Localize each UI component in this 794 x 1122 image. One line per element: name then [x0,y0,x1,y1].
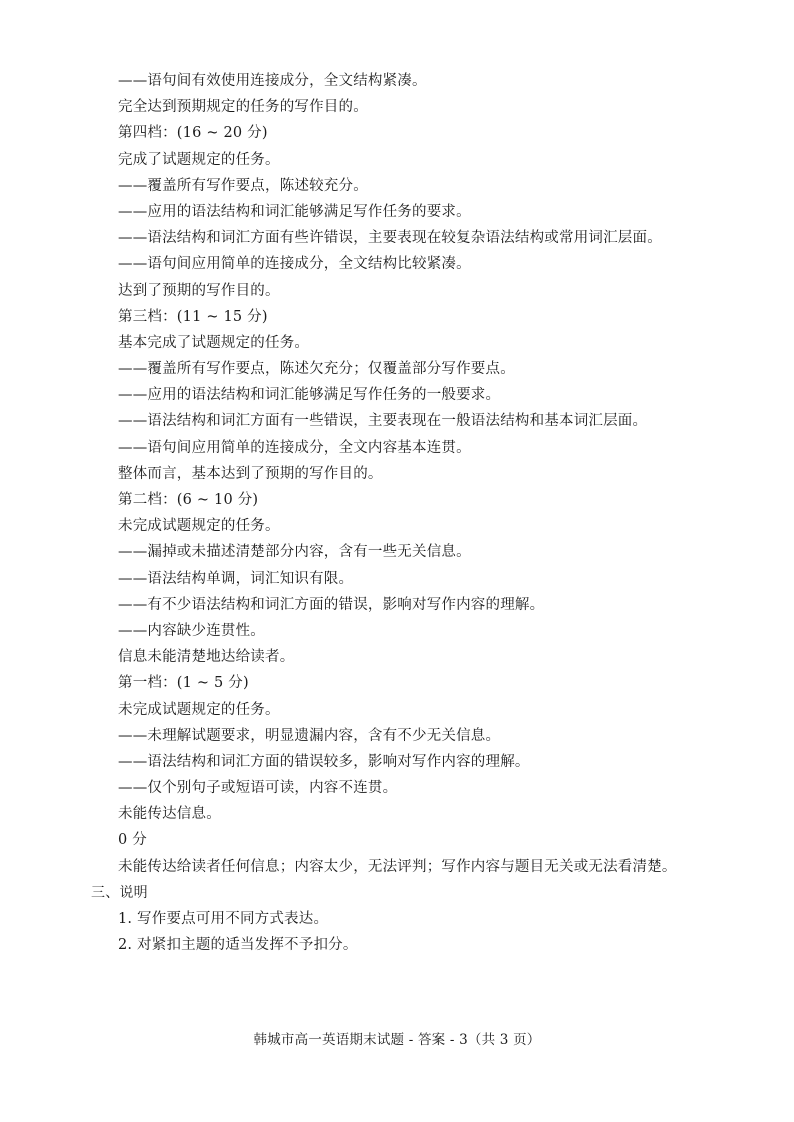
scoring-text-block [91,68,758,958]
note-item: 2. 对紧扣主题的适当发挥不予扣分。 [118,937,358,954]
text-line: ——语法结构单调，词汇知识有限。 [118,570,354,587]
text-line: ——有不少语法结构和词汇方面的错误，影响对写作内容的理解。 [118,596,545,613]
text-line: ——应用的语法结构和词汇能够满足写作任务的一般要求。 [118,387,501,404]
text-line: 未能传达信息。 [118,806,221,823]
text-line: ——应用的语法结构和词汇能够满足写作任务的要求。 [118,203,471,220]
text-line: 未完成试题规定的任务。 [118,518,280,535]
text-line: ——内容缺少连贯性。 [118,622,265,639]
text-line: ——语法结构和词汇方面的错误较多，影响对写作内容的理解。 [118,753,530,770]
page-footer: 韩城市高一英语期末试题 - 答案 - 3（共 3 页） [253,1032,541,1048]
text-line: ——覆盖所有写作要点，陈述较充分。 [118,177,368,194]
text-line: ——语句间应用简单的连接成分，全文结构比较紧凑。 [118,256,471,273]
text-line: ——覆盖所有写作要点，陈述欠充分；仅覆盖部分写作要点。 [118,361,515,378]
text-line: ——漏掉或未描述清楚部分内容，含有一些无关信息。 [118,544,471,561]
text-line: 未能传达给读者任何信息；内容太少，无法评判；写作内容与题目无关或无法看清楚。 [118,858,677,875]
text-line: ——语法结构和词汇方面有些许错误，主要表现在较复杂语法结构或常用词汇层面。 [118,230,662,247]
text-line: ——仅个别句子或短语可读，内容不连贯。 [118,780,398,797]
note-item: 1. 写作要点可用不同方式表达。 [118,911,329,927]
text-line: ——未理解试题要求，明显遗漏内容，含有不少无关信息。 [118,727,501,744]
text-line: ——语法结构和词汇方面有一些错误，主要表现在一般语法结构和基本词汇层面。 [118,413,648,430]
text-line: 信息未能清楚地达给读者。 [118,649,295,666]
text-line: 完成了试题规定的任务。 [118,151,280,168]
grade-heading-4: 第四档：(16 ~ 20 分) [118,125,268,142]
grade-heading-1: 第一档：(1 ~ 5 分) [118,675,249,692]
grade-heading-3: 第三档：(11 ~ 15 分) [118,308,268,325]
grade-heading-2: 第二档：(6 ~ 10 分) [118,492,259,508]
text-line: 完全达到预期规定的任务的写作目的。 [118,99,368,116]
text-line: 未完成试题规定的任务。 [118,701,280,718]
text-line: 整体而言，基本达到了预期的写作目的。 [118,465,383,482]
section-heading: 三、说明 [91,884,148,901]
text-line: ——语句间有效使用连接成分，全文结构紧凑。 [118,73,427,89]
text-line: 达到了预期的写作目的。 [118,282,280,299]
grade-heading-0: 0 分 [118,832,147,849]
text-line: 基本完成了试题规定的任务。 [118,334,310,351]
text-line: ——语句间应用简单的连接成分，全文内容基本连贯。 [118,439,471,456]
